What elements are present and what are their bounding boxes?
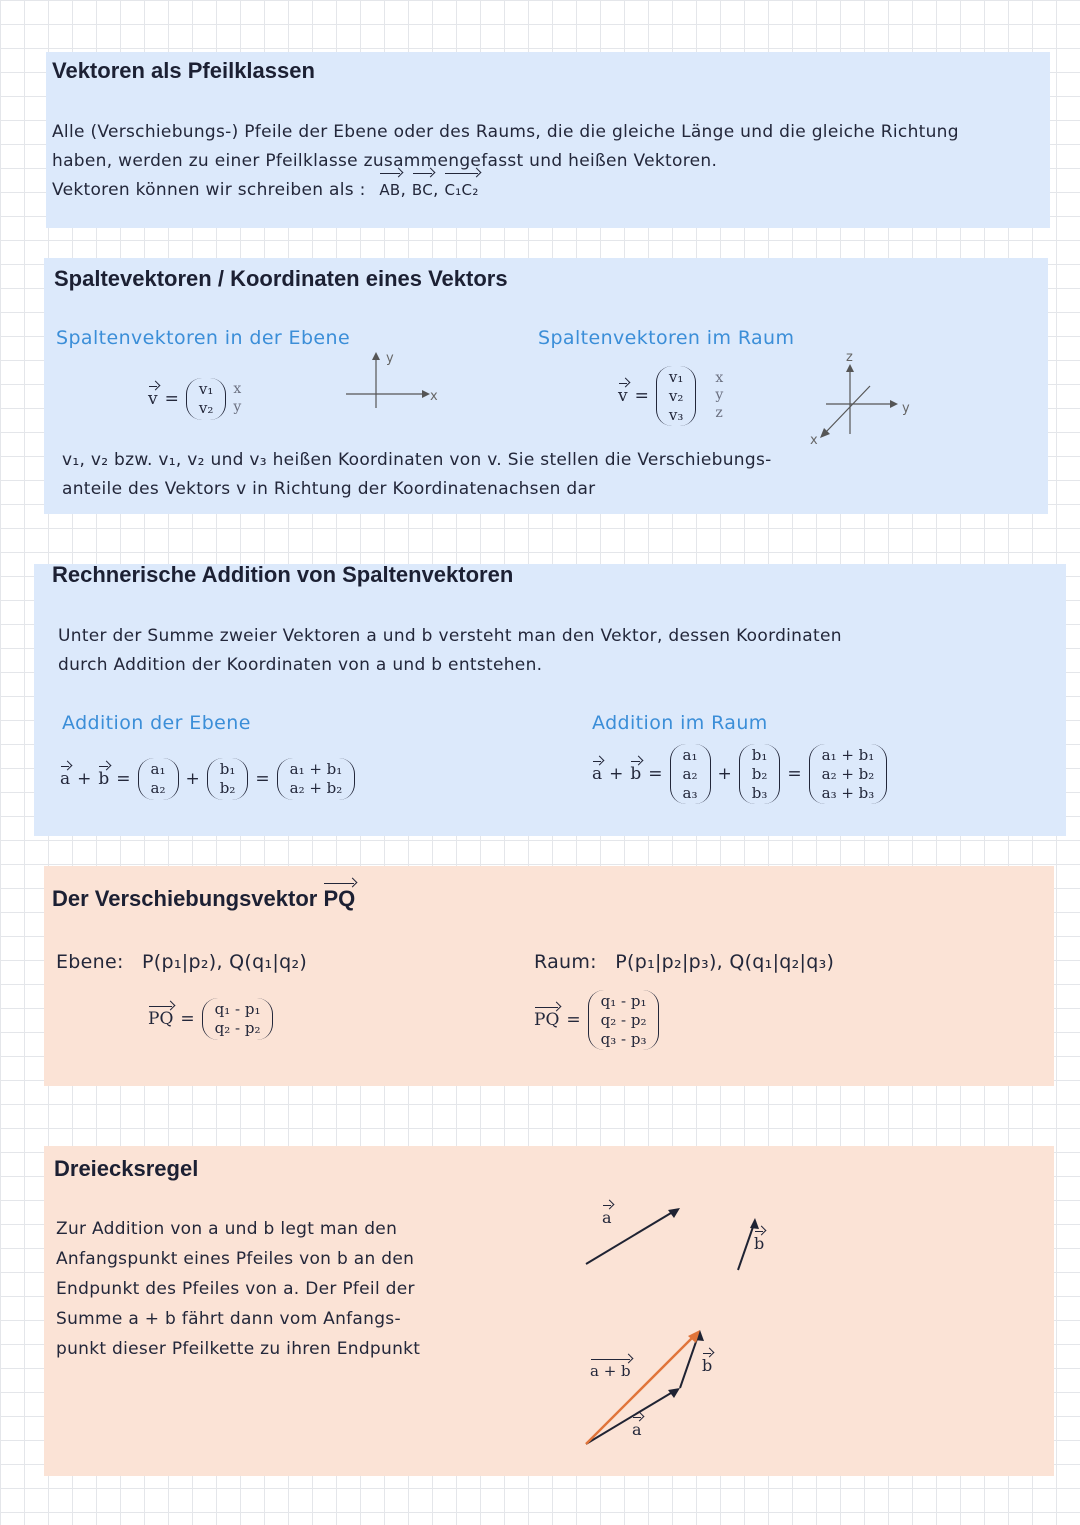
paragraph-line: durch Addition der Koordinaten von a und b entstehen.: [58, 655, 543, 675]
axis-label: x: [233, 381, 242, 398]
section-title-column-vectors: Spaltevektoren / Koordinaten eines Vektors: [54, 266, 508, 291]
vector-example: AB: [379, 176, 400, 205]
vector-example: C₁C₂: [444, 176, 478, 205]
column-vector-sum: [809, 744, 888, 804]
paragraph-triangle: [56, 1214, 536, 1364]
space-axes-icon: [806, 352, 916, 446]
paragraph-line: Endpunkt des Pfeiles von a. Der Pfeil der: [56, 1279, 415, 1299]
column-vector-a: [670, 744, 711, 804]
vector-pq: PQ: [323, 886, 356, 911]
section-title-arrow-classes: Vektoren als Pfeilklassen: [52, 58, 315, 83]
component: a₃: [682, 783, 698, 802]
component: q₁ - p₁: [600, 992, 647, 1010]
vector-v: v: [148, 388, 158, 409]
component: b₂: [751, 764, 768, 783]
subheading-space: Spaltenvektoren im Raum: [538, 327, 795, 349]
section-title-addition: Rechnerische Addition von Spaltenvektoren: [52, 562, 514, 587]
label-vector-b: [754, 1234, 764, 1253]
component: q₂ - p₂: [214, 1018, 261, 1037]
component: v₂: [198, 398, 214, 417]
component: a₂: [150, 778, 166, 797]
component: a₁ + b₁: [289, 760, 343, 778]
space-points-value: P(p₁|p₂|p₃), Q(q₁|q₂|q₃): [615, 951, 835, 973]
svg-text:z: z: [846, 350, 853, 365]
vector-pq: PQ: [148, 1008, 174, 1029]
component: a₁: [682, 746, 698, 764]
svg-text:y: y: [902, 401, 910, 416]
column-vector-b: [739, 744, 781, 804]
axis-label: y: [715, 387, 724, 404]
notation-prefix: Vektoren können wir schreiben als :: [52, 180, 366, 200]
vector-b: b: [630, 764, 642, 785]
plane-pq-formula: PQ = q₁ - p₁ q₂ - p₂: [148, 998, 273, 1040]
component: a₃ + b₃: [821, 783, 875, 802]
plane-axes-icon: [346, 350, 436, 410]
column-vector: [186, 378, 227, 420]
title-text: Der Verschiebungsvektor: [52, 886, 324, 911]
label-vector-a: [602, 1208, 612, 1227]
subheading-plane-addition: Addition der Ebene: [62, 712, 251, 734]
component: a₂ + b₂: [289, 778, 343, 797]
space-label: Raum:: [534, 951, 597, 973]
vector-b-label: b: [754, 1234, 765, 1253]
subheading-space-addition: Addition im Raum: [592, 712, 768, 734]
axis-label: z: [715, 404, 723, 421]
paragraph-coordinates: [62, 446, 1042, 504]
column-vector-a: [138, 758, 179, 800]
component: b₃: [751, 783, 768, 802]
axis-label: x: [715, 369, 724, 386]
svg-text:x: x: [430, 389, 438, 404]
plane-column-vector: v = v₁ v₂ x y: [148, 378, 241, 420]
vector-v: v: [618, 386, 628, 407]
vector-example: BC: [412, 176, 433, 205]
paragraph-line: Vektoren können wir schreiben als : AB, BC, C₁C₂: [52, 176, 1042, 205]
space-pq-formula: PQ = q₁ - p₁ q₂ - p₂ q₃ - p₃: [534, 990, 659, 1050]
component: q₁ - p₁: [214, 1000, 261, 1018]
plane-points-value: P(p₁|p₂), Q(q₁|q₂): [142, 951, 308, 973]
column-vector-b: [207, 758, 249, 800]
component: a₂: [682, 764, 698, 783]
component: v₃: [668, 405, 684, 424]
label-vector-b-triangle: [702, 1356, 712, 1375]
paragraph-addition: [58, 622, 1058, 680]
component: b₂: [219, 778, 236, 797]
vector-sum-label: a + b: [590, 1362, 631, 1380]
vector-b: b: [98, 768, 110, 789]
paragraph-line: Zur Addition von a und b legt man den: [56, 1219, 398, 1239]
label-vector-sum: [590, 1362, 631, 1380]
vector-a: a: [60, 768, 71, 789]
section-title-triangle: Dreiecksregel: [54, 1156, 199, 1181]
vector-a-label: a: [602, 1208, 612, 1227]
component: v₂: [668, 386, 684, 405]
vector-a: a: [592, 764, 603, 785]
paragraph-line: punkt dieser Pfeilkette zu ihren Endpunkt: [56, 1339, 421, 1359]
component: a₁: [150, 760, 166, 778]
column-vector: [588, 990, 660, 1050]
column-vector: [656, 366, 697, 426]
component: v₁: [198, 380, 214, 398]
component: a₂ + b₂: [821, 764, 875, 783]
plane-label: Ebene:: [56, 951, 124, 973]
svg-text:y: y: [386, 351, 394, 366]
vector-a-arrow: [580, 1200, 690, 1270]
axis-labels: [715, 370, 723, 423]
section-title-translation: [52, 886, 355, 912]
component: q₂ - p₂: [600, 1010, 647, 1029]
column-vector-sum: [277, 758, 356, 800]
label-vector-a-triangle: [632, 1420, 642, 1439]
plane-addition-formula: a + b = a₁ a₂ + b₁ b₂ = a₁ + b₁ a₂ + b₂: [60, 758, 355, 800]
subheading-plane: Spaltenvektoren in der Ebene: [56, 327, 351, 349]
space-points: [534, 948, 834, 977]
vector-a-label: a: [632, 1420, 642, 1439]
space-addition-formula: a + b = a₁ a₂ a₃ + b₁ b₂ b₃ = a₁ + b₁ a₂ + b₂ a₃ + b₃: [592, 744, 887, 804]
plane-points: [56, 948, 307, 977]
paragraph-arrow-classes: [52, 118, 1042, 205]
axis-labels: [233, 381, 241, 416]
vector-pq: PQ: [534, 1010, 560, 1031]
paragraph-line: Unter der Summe zweier Vektoren a und b versteht man den Vektor, dessen Koordinaten: [58, 626, 842, 646]
component: v₁: [668, 368, 684, 386]
component: a₁ + b₁: [821, 746, 875, 764]
paragraph-line: v₁, v₂ bzw. v₁, v₂ und v₃ heißen Koordinaten von v. Sie stellen die Verschiebungs-: [62, 450, 772, 470]
component: q₃ - p₃: [600, 1029, 647, 1048]
paragraph-line: Anfangspunkt eines Pfeiles von b an den: [56, 1249, 415, 1269]
vector-b-label: b: [702, 1356, 713, 1375]
triangle-rule-diagram: [580, 1322, 720, 1452]
space-column-vector: v = v₁ v₂ v₃ x y z: [618, 366, 723, 426]
paragraph-line: Alle (Verschiebungs-) Pfeile der Ebene oder des Raums, die die gleiche Länge und die gleiche Richtung: [52, 122, 959, 142]
paragraph-line: anteile des Vektors v in Richtung der Koordinatenachsen dar: [62, 479, 596, 499]
component: b₁: [751, 746, 768, 764]
axis-label: y: [233, 398, 242, 415]
svg-text:x: x: [810, 433, 818, 448]
component: b₁: [219, 760, 236, 778]
column-vector: [202, 998, 274, 1040]
paragraph-line: haben, werden zu einer Pfeilklasse zusammengefasst und heißen Vektoren.: [52, 151, 718, 171]
paragraph-line: Summe a + b fährt dann vom Anfangs-: [56, 1309, 401, 1329]
